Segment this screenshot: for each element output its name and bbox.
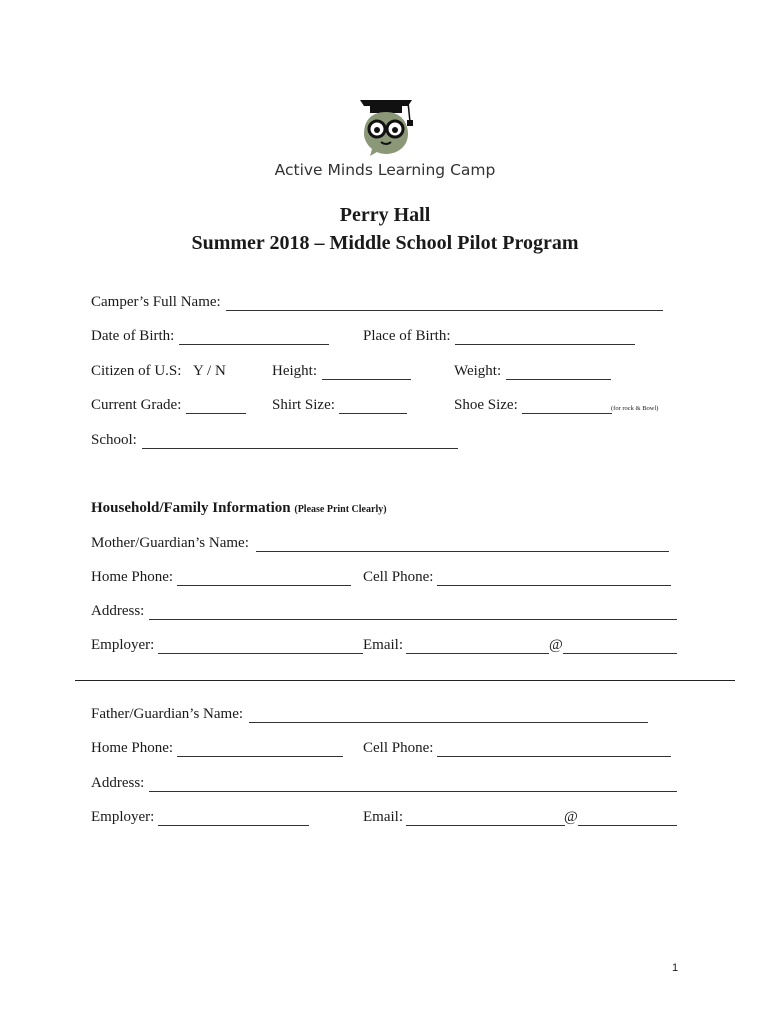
form-title-program: Summer 2018 – Middle School Pilot Program — [191, 232, 579, 254]
shirt-size-label: Shirt Size: — [272, 397, 335, 413]
school-label: School: — [91, 432, 137, 448]
mother-home-phone-field[interactable] — [177, 585, 351, 586]
mother-name-field[interactable] — [256, 551, 669, 552]
citizen-label: Citizen of U.S: — [91, 363, 182, 379]
father-home-phone-label: Home Phone: — [91, 740, 174, 756]
father-email-domain-field[interactable] — [578, 825, 677, 826]
camper-name-field[interactable] — [226, 310, 663, 311]
household-heading-text: Household/Family Information — [91, 500, 291, 516]
mother-home-phone-label: Home Phone: — [91, 569, 174, 585]
mother-cell-phone-field[interactable] — [437, 585, 671, 586]
weight-field[interactable] — [506, 379, 611, 380]
mother-employer-field[interactable] — [158, 653, 363, 654]
father-employer-field[interactable] — [158, 825, 309, 826]
father-email-user-field[interactable] — [406, 825, 565, 826]
father-email-at-sign: @ — [564, 809, 578, 825]
section-divider — [75, 680, 735, 681]
father-employer-label: Employer: — [91, 809, 155, 825]
mother-email-label: Email: — [363, 637, 403, 653]
grade-label: Current Grade: — [91, 397, 182, 413]
height-label: Height: — [272, 363, 317, 379]
father-email-label: Email: — [363, 809, 403, 825]
camper-name-label: Camper’s Full Name: — [91, 294, 221, 310]
dob-field[interactable] — [179, 344, 329, 345]
grade-field[interactable] — [186, 413, 246, 414]
father-home-phone-field[interactable] — [177, 756, 343, 757]
household-heading-note: (Please Print Clearly) — [294, 504, 387, 515]
org-name: Active Minds Learning Camp — [274, 161, 496, 179]
father-cell-phone-label: Cell Phone: — [363, 740, 434, 756]
camp-logo — [352, 92, 420, 160]
mother-address-field[interactable] — [149, 619, 677, 620]
form-title-location: Perry Hall — [339, 204, 431, 226]
shoe-size-field[interactable] — [522, 413, 612, 414]
father-name-label: Father/Guardian’s Name: — [91, 706, 244, 722]
mother-employer-label: Employer: — [91, 637, 155, 653]
household-section-heading — [91, 500, 387, 517]
shoe-size-note: (for rock & Bowl) — [611, 405, 659, 412]
dob-label: Date of Birth: — [91, 328, 175, 344]
mother-email-domain-field[interactable] — [563, 653, 677, 654]
pob-field[interactable] — [455, 344, 635, 345]
shirt-size-field[interactable] — [339, 413, 407, 414]
mother-email-user-field[interactable] — [406, 653, 549, 654]
weight-label: Weight: — [454, 363, 502, 379]
height-field[interactable] — [322, 379, 411, 380]
pob-label: Place of Birth: — [363, 328, 451, 344]
mother-address-label: Address: — [91, 603, 145, 619]
shoe-size-label: Shoe Size: — [454, 397, 518, 413]
mother-cell-phone-label: Cell Phone: — [363, 569, 434, 585]
father-name-field[interactable] — [249, 722, 648, 723]
school-field[interactable] — [142, 448, 458, 449]
citizen-yes-no[interactable]: Y / N — [193, 363, 226, 379]
page-number: 1 — [672, 962, 679, 974]
mother-email-at-sign: @ — [549, 637, 563, 653]
father-address-field[interactable] — [149, 791, 677, 792]
mother-name-label: Mother/Guardian’s Name: — [91, 535, 249, 551]
father-cell-phone-field[interactable] — [437, 756, 671, 757]
father-address-label: Address: — [91, 775, 145, 791]
